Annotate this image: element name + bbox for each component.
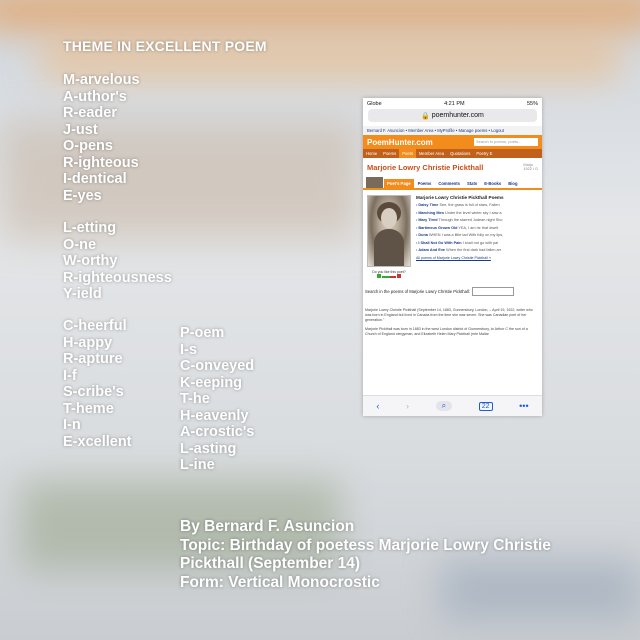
more-icon[interactable]: ••• [519,401,529,411]
poet-title: Marjorie Lowry Christie Pickthall [367,163,484,172]
site-logo[interactable]: PoemHunter.com [367,137,433,147]
status-bar [363,98,542,109]
tab-poets-page[interactable]: Poet's Page [384,179,414,188]
nav-poems[interactable]: Poems [383,151,397,156]
poem-line: H-eavenly [180,407,249,424]
poem-line: K-eeping [180,374,243,391]
poem-line: R-ighteousness [63,269,172,286]
poet-meta: Marjo [523,163,533,167]
nav-poetry-e[interactable]: Poetry E [476,151,493,156]
poet-subnav [363,177,542,190]
poem-line: C-onveyed [180,358,255,374]
credit-topic: Topic: Birthday of poetess Marjorie Lowry Christie [180,536,551,554]
poem-line: H-appy [63,334,113,351]
tab-biog[interactable]: Biog [508,181,518,186]
site-search-input[interactable]: Search in poems, poets... [474,138,538,146]
phone-screenshot [363,98,542,416]
list-item[interactable]: • Adam And Eve When the first dark had fallen arr [416,248,502,252]
poem-line: O-pens [63,138,113,154]
search-icon[interactable]: ⌕ [436,401,452,411]
poem-line: J-ust [63,121,98,138]
poem-line: R-eader [63,105,117,121]
forward-icon[interactable]: › [405,401,409,411]
url-text: poemhunter.com [431,112,484,119]
poem-line: Y-ield [63,286,102,302]
poem-line: P-oem [180,325,225,341]
stanza-1 [63,72,140,204]
all-poems-link[interactable]: All poems of Marjorie Lowry Christie Pickthall » [416,255,491,260]
poem-line: S-cribe's [63,384,124,400]
list-item[interactable]: • Duna WHEN I was a little lad With folly on my lips, [416,233,504,237]
poet-portrait [367,195,411,267]
poem-line: R-apture [63,351,123,367]
nav-member-area[interactable]: Member Area [418,151,445,156]
bio-paragraph: Marjorie Pickthall was born in 1883 in the west London district of Gunnersbury, to Arthur C the son of a Church of England clergyman, and Elizabeth Helen Mary Pickthall (née Mallar [365,327,528,336]
poet-bio [363,296,542,337]
site-nav [363,149,542,158]
credits [180,518,551,592]
poem-heading: THEME IN EXCELLENT POEM [63,38,267,54]
browser-toolbar [363,395,542,416]
poem-line: I-n [63,417,81,433]
credit-author: By Bernard F. Asuncion [180,518,355,535]
list-item[interactable]: • Bartimeus Grown Old YEA, I am he that dwelt [416,225,499,230]
stanza-3 [63,318,132,450]
poem-line: I-s [180,341,197,358]
search-in-input[interactable] [472,287,514,296]
stanza-4 [180,325,254,474]
credit-topic-cont: Pickthall (September 14) [180,555,361,572]
nav-quotations[interactable]: Quotations [450,151,471,156]
tab-comments[interactable]: Comments [438,181,460,186]
clock: 4:21 PM [444,100,465,107]
poems-heading: Marjorie Lowry Christie Pickthall Poems [416,195,504,200]
nav-home[interactable]: Home [366,151,378,156]
poem-line: I-f [63,367,77,384]
carrier: Globe [367,100,382,107]
poem-line: A-uthor's [63,88,127,105]
url-bar[interactable] [368,109,537,122]
poem-line: A-crostic's [180,424,255,440]
poet-thumbnail [366,177,383,188]
poem-line: E-yes [63,187,102,204]
lock-icon: 🔒 [421,112,432,120]
poem-line: M-arvelous [63,72,140,88]
user-bar[interactable]: Bernard F. Asuncion • Member Area • MyProfile • Manage poems • Logout [363,126,542,135]
search-in-label: Search in the poems of Marjorie Lowry Christie Pickthall: [365,289,470,294]
poem-line: W-orthy [63,253,118,269]
poem-line: T-he [180,391,210,407]
nav-poets[interactable]: Poets [399,149,416,158]
poem-line: L-ine [180,457,215,473]
poem-line: E-xcellent [63,433,132,450]
poem-line: L-asting [180,440,237,457]
tab-poems[interactable]: Poems [417,181,432,186]
back-icon[interactable]: ‹ [376,401,380,411]
poem-line: L-etting [63,220,117,236]
poems-list [411,195,538,279]
list-item[interactable]: • Daisy Time See, the grass is full of stars, Fallen [416,203,500,207]
tab-ebooks[interactable]: E-Books [484,181,502,186]
like-box[interactable]: Do you like this poet? [367,270,411,279]
poet-years: 1922 / G [523,167,538,171]
credit-form: Form: Vertical Monocrostic [180,573,380,591]
poem-line: O-ne [63,236,97,253]
poem-line: C-heerful [63,318,127,334]
poet-content [363,190,542,279]
list-item[interactable]: • Mary Tired Through the starred Judean night Sho [416,218,503,222]
tab-stats[interactable]: Stats [466,181,478,186]
search-in-poems [363,279,542,296]
list-item[interactable]: • I Shall Not Go With Pain I shall not go with pai [416,240,499,245]
poem-line: T-heme [63,400,114,417]
site-header [363,135,542,149]
poem-line: R-ighteous [63,154,139,171]
tabs-icon[interactable]: 22 [479,402,493,411]
stanza-2 [63,220,172,303]
list-item[interactable]: • Marching Men Under the level winter sky I saw a [416,210,502,215]
bio-paragraph: Marjorie Lowry Christie Pickthall (September 14, 1883, Gunnersbury, London, – April 19, 1922, writer who was born in England but lived in Canada from the time she was seven. She was Canadian poet of her generation." [365,308,533,322]
battery: 55% [526,100,538,107]
poem-line: I-dentical [63,171,127,187]
